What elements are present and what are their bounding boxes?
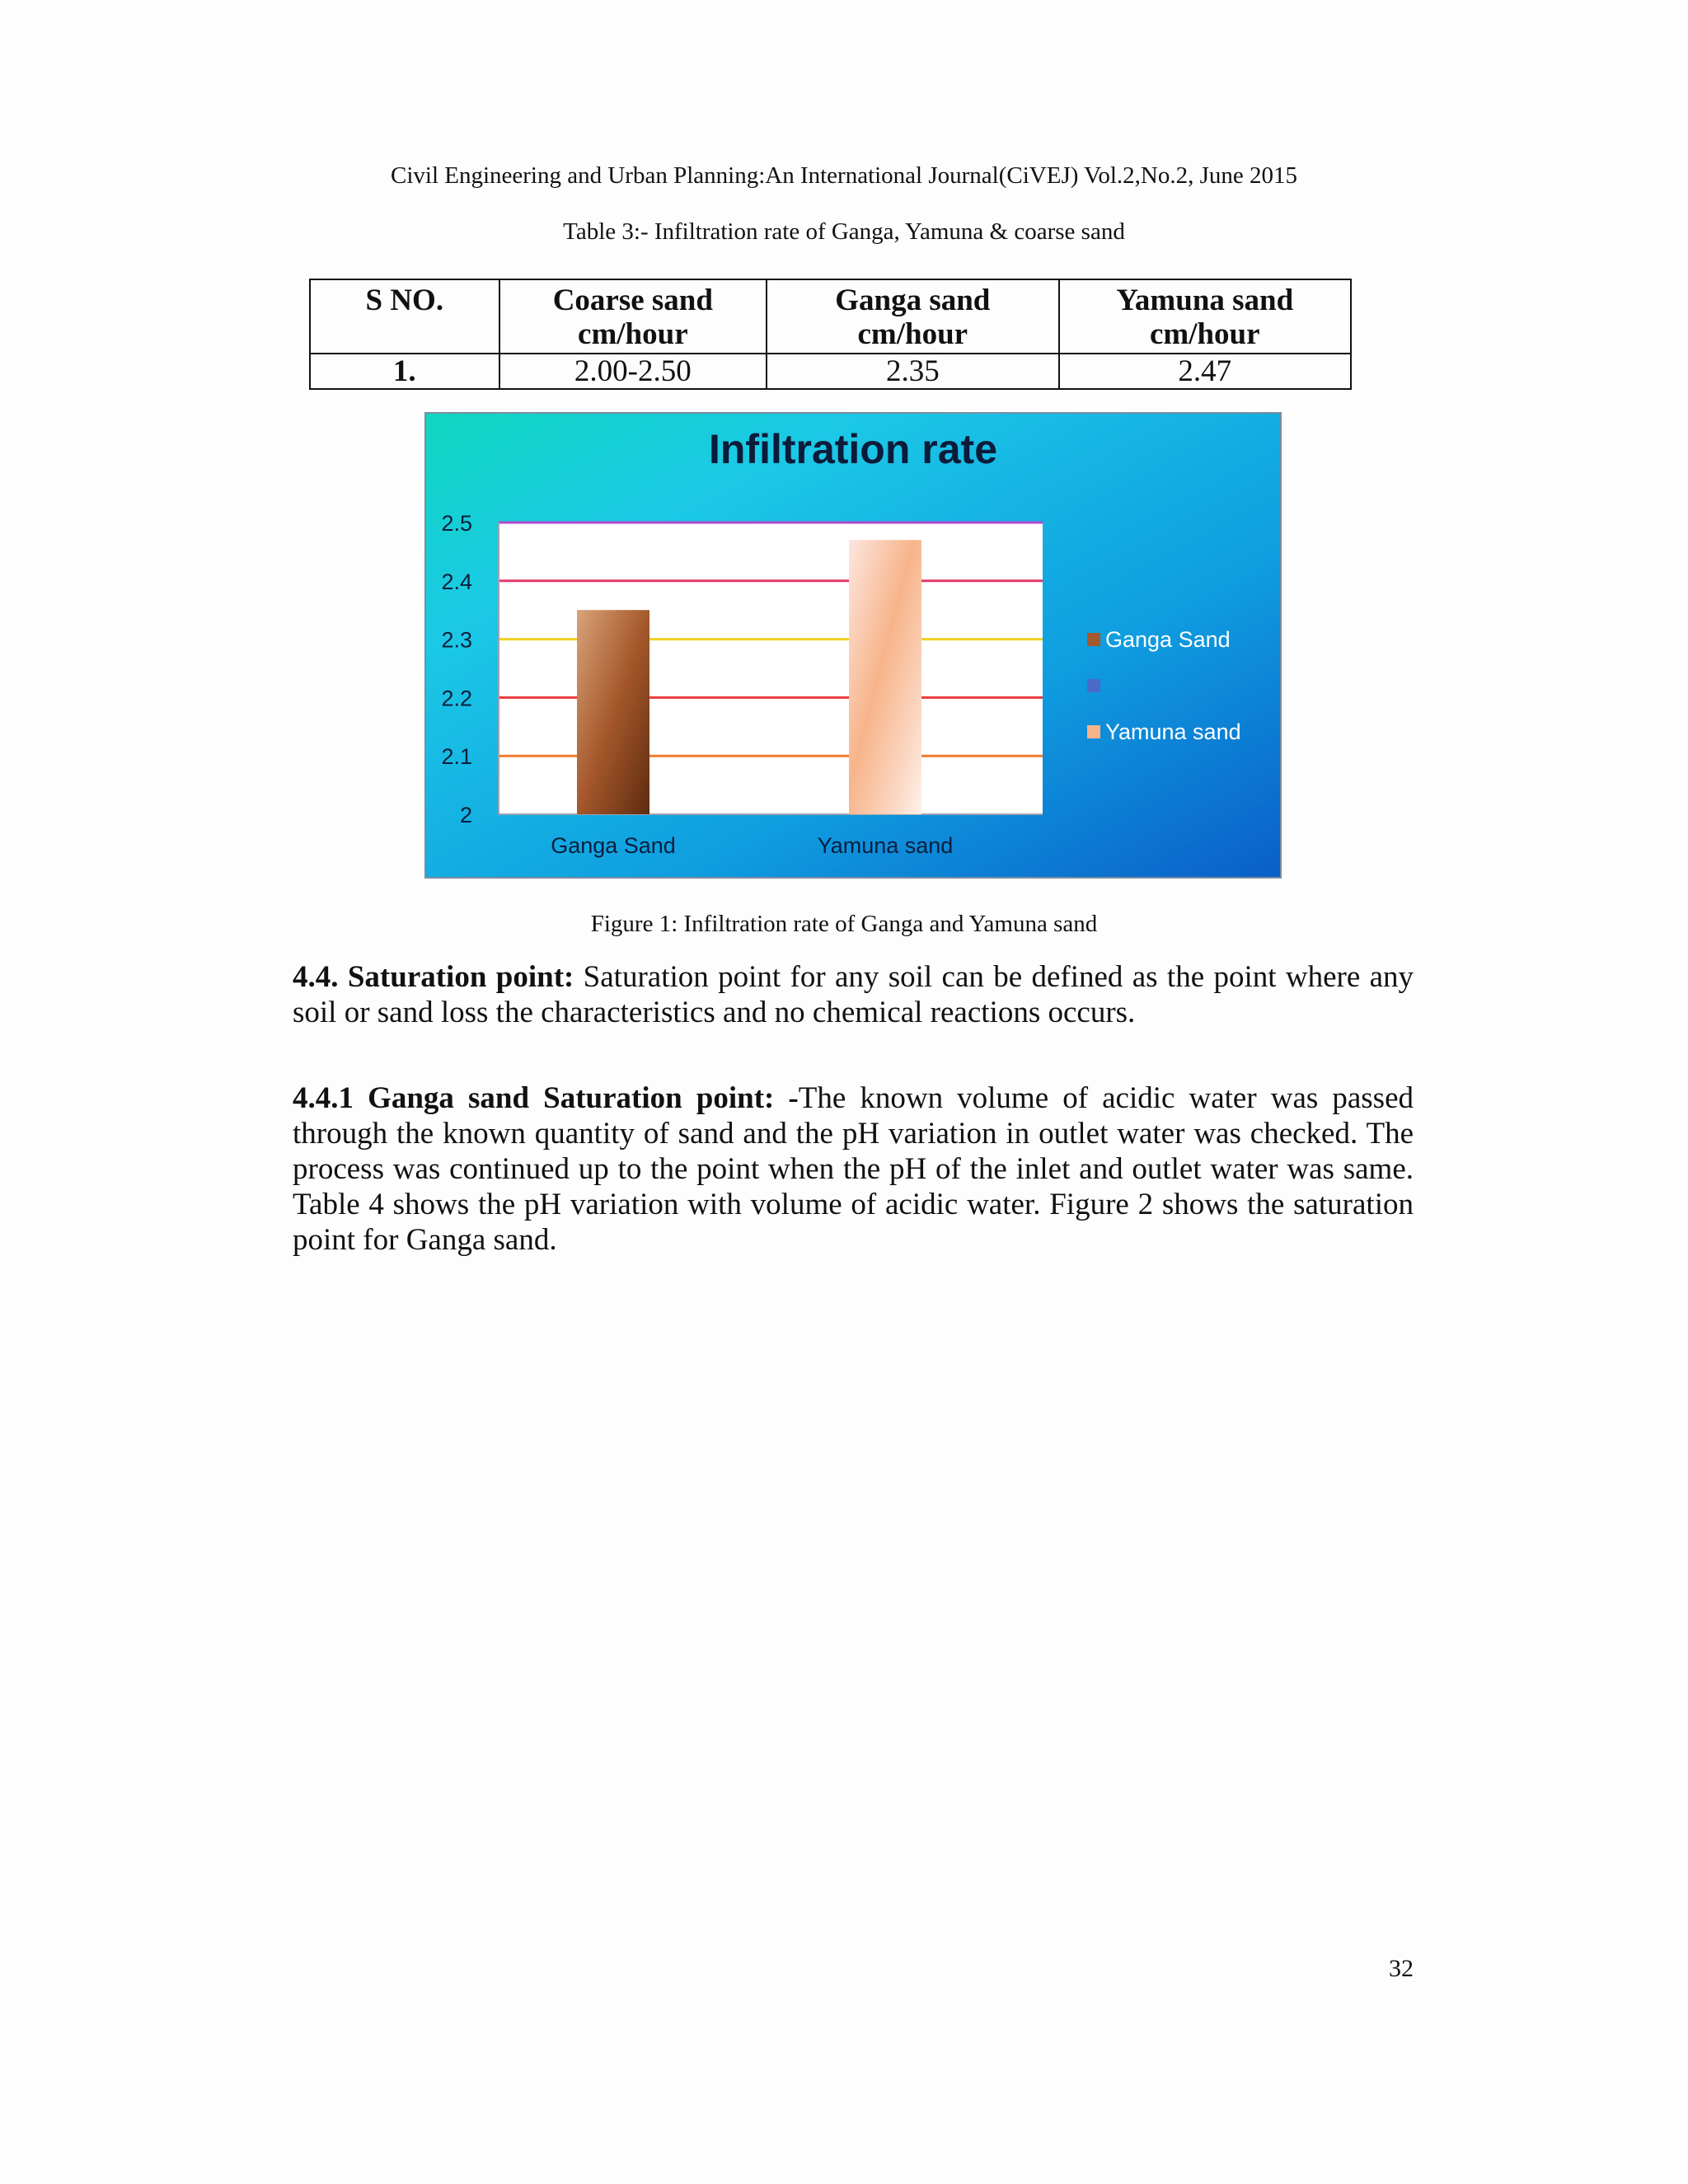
infiltration-chart — [424, 412, 1282, 879]
table-row — [310, 354, 1351, 389]
x-tick-label: Yamuna sand — [817, 833, 954, 858]
journal-header: Civil Engineering and Urban Planning:An International Journal(CiVEJ) Vol.2,No.2, June 2015 — [391, 162, 1297, 189]
header-cell-yamuna: Yamuna sand cm/hour — [1059, 279, 1351, 354]
section-4-4-1 — [293, 1080, 1414, 1258]
table-caption: Table 3:- Infiltration rate of Ganga, Yamuna & coarse sand — [563, 218, 1125, 245]
legend-label: Ganga Sand — [1105, 627, 1231, 652]
section-4-4-1-heading: 4.4.1 Ganga sand Saturation point: - — [293, 1081, 799, 1115]
infiltration-table — [309, 279, 1352, 390]
y-tick-label: 2.2 — [441, 686, 472, 711]
cell-sno: 1. — [310, 354, 499, 389]
chart-svg — [424, 412, 1282, 879]
section-4-4-text: Saturation point for any soil can be defined as the point where any soil or sand loss the characteristics and no chemical reactions occurs. — [293, 960, 1414, 1029]
header-cell-sno: S NO. — [310, 279, 499, 354]
bar-ganga-sand — [577, 610, 649, 814]
header-cell-ganga: Ganga sand cm/hour — [767, 279, 1058, 354]
section-4-4 — [293, 959, 1414, 1030]
bar-yamuna-sand — [849, 540, 921, 814]
legend-swatch — [1087, 679, 1100, 692]
legend-label: Yamuna sand — [1105, 719, 1241, 744]
figure-caption: Figure 1: Infiltration rate of Ganga and Yamuna sand — [590, 911, 1098, 937]
cell-ganga: 2.35 — [767, 354, 1058, 389]
y-tick-label: 2.1 — [441, 744, 472, 770]
cell-yamuna: 2.47 — [1059, 354, 1351, 389]
x-tick-label: Ganga Sand — [551, 833, 676, 858]
section-4-4-heading: 4.4. Saturation point: — [293, 960, 574, 994]
header-cell-coarse: Coarse sand cm/hour — [499, 279, 767, 354]
table-header-row — [310, 279, 1351, 354]
legend-swatch — [1087, 633, 1100, 646]
y-tick-label: 2.5 — [441, 511, 472, 536]
cell-coarse: 2.00-2.50 — [499, 354, 767, 389]
legend-swatch — [1087, 725, 1100, 738]
page-number: 32 — [1389, 1955, 1414, 1982]
section-4-4-1-text: The known volume of acidic water was passed through the known quantity of sand and the pH variation in outlet water was checked. The process was continued up to the point when the pH of the inlet and outlet water was same. Table 4 shows the pH variation with volume of acidic water. Figure 2 shows the saturation point for Ganga sand. — [293, 1081, 1414, 1257]
y-tick-label: 2.4 — [441, 569, 472, 594]
chart-title: Infiltration rate — [708, 426, 998, 472]
y-tick-label: 2 — [459, 803, 472, 827]
y-tick-label: 2.3 — [441, 627, 472, 653]
